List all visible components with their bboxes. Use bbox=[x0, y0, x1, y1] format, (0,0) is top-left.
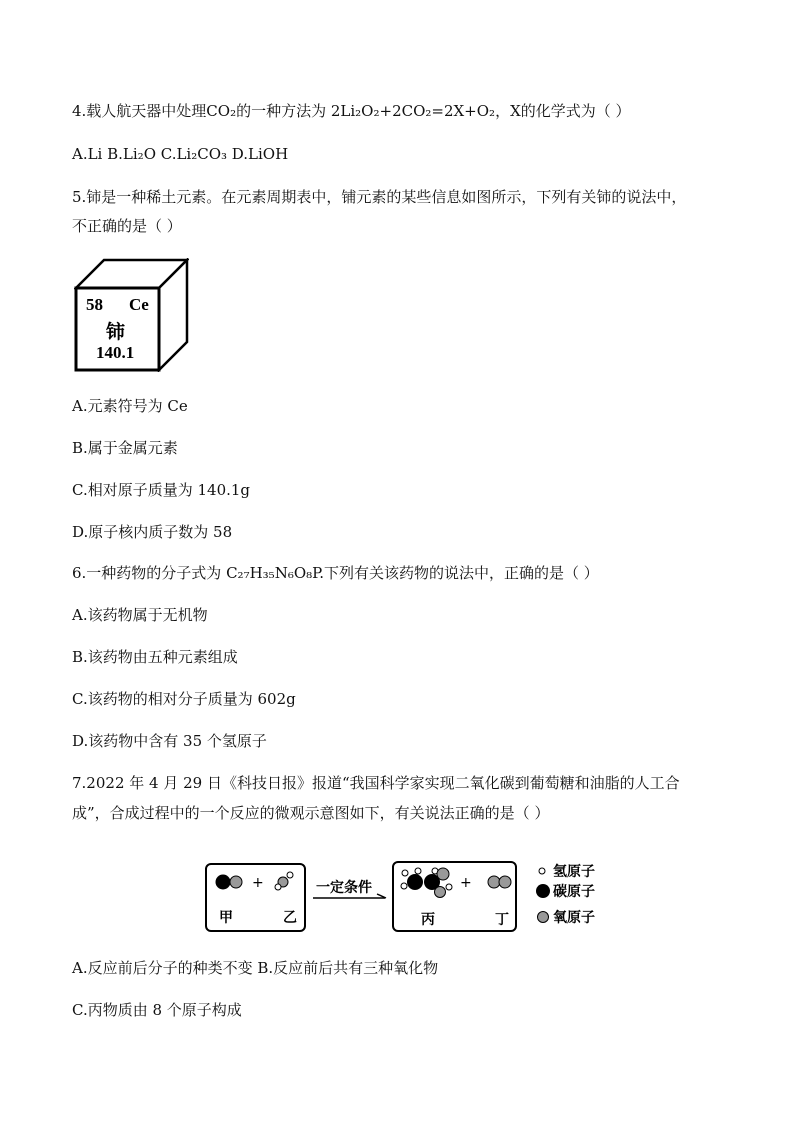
legend-hydrogen-icon bbox=[539, 868, 545, 874]
q5-option-b: B.属于金属元素 bbox=[72, 439, 178, 457]
q6-option-c: C.该药物的相对分子质量为 602g bbox=[72, 690, 296, 708]
q7-option-ab: A.反应前后分子的种类不变 B.反应前后共有三种氧化物 bbox=[72, 959, 439, 977]
legend-oxygen-label: 氧原子 bbox=[553, 910, 595, 926]
label-jia: 甲 bbox=[219, 910, 233, 926]
q4-stem: 4.载人航天器中处理CO₂的一种方法为 2Li₂O₂+2CO₂=2X+O₂，X的化学式为（ ） bbox=[72, 102, 631, 120]
legend-carbon-label: 碳原子 bbox=[553, 884, 595, 900]
q5-option-d: D.原子核内质子数为 58 bbox=[72, 523, 233, 541]
q6-option-b: B.该药物由五种元素组成 bbox=[72, 648, 238, 666]
q6-option-a: A.该药物属于无机物 bbox=[72, 606, 208, 624]
q6-stem: 6.一种药物的分子式为 C₂₇H₃₅N₆O₈P.下列有关该药物的说法中，正确的是（ ） bbox=[72, 564, 599, 582]
q5-option-c: C.相对原子质量为 140.1g bbox=[72, 481, 251, 499]
q7-stem-line2: 成”，合成过程中的一个反应的微观示意图如下，有关说法正确的是（ ） bbox=[72, 804, 550, 822]
element-cube-figure bbox=[74, 258, 189, 372]
q7-stem-line1: 7.2022 年 4 月 29 日《科技日报》报道“我国科学家实现二氧化碳到葡萄糖和油脂的人工合 bbox=[72, 774, 680, 792]
q4-options: A.Li B.Li₂O C.Li₂CO₃ D.LiOH bbox=[72, 145, 289, 163]
plus-sign-left: + bbox=[252, 875, 264, 891]
q6-option-d: D.该药物中含有 35 个氢原子 bbox=[72, 732, 267, 750]
q5-stem-line2: 不正确的是（ ） bbox=[72, 217, 182, 235]
element-name: 铈 bbox=[106, 321, 126, 343]
q5-stem-line1: 5.铈是一种稀土元素。在元素周期表中，铺元素的某些信息如图所示，下列有关铈的说法中， bbox=[72, 188, 687, 206]
q7-option-c: C.丙物质由 8 个原子构成 bbox=[72, 1001, 242, 1019]
atomic-mass: 140.1 bbox=[96, 343, 135, 362]
legend bbox=[536, 863, 595, 926]
reaction-condition: 一定条件 bbox=[316, 880, 372, 896]
legend-carbon-icon bbox=[536, 884, 550, 898]
plus-sign-right: + bbox=[460, 875, 472, 891]
atomic-number: 58 bbox=[86, 295, 103, 314]
label-bing: 丙 bbox=[421, 912, 435, 928]
reaction-micro-diagram bbox=[205, 858, 605, 936]
q5-option-a: A.元素符号为 Ce bbox=[72, 397, 188, 415]
legend-oxygen-icon bbox=[538, 912, 549, 923]
element-symbol: Ce bbox=[129, 295, 149, 314]
label-ding: 丁 bbox=[495, 912, 509, 928]
label-yi: 乙 bbox=[283, 910, 297, 926]
legend-hydrogen-label: 氢原子 bbox=[553, 864, 595, 880]
